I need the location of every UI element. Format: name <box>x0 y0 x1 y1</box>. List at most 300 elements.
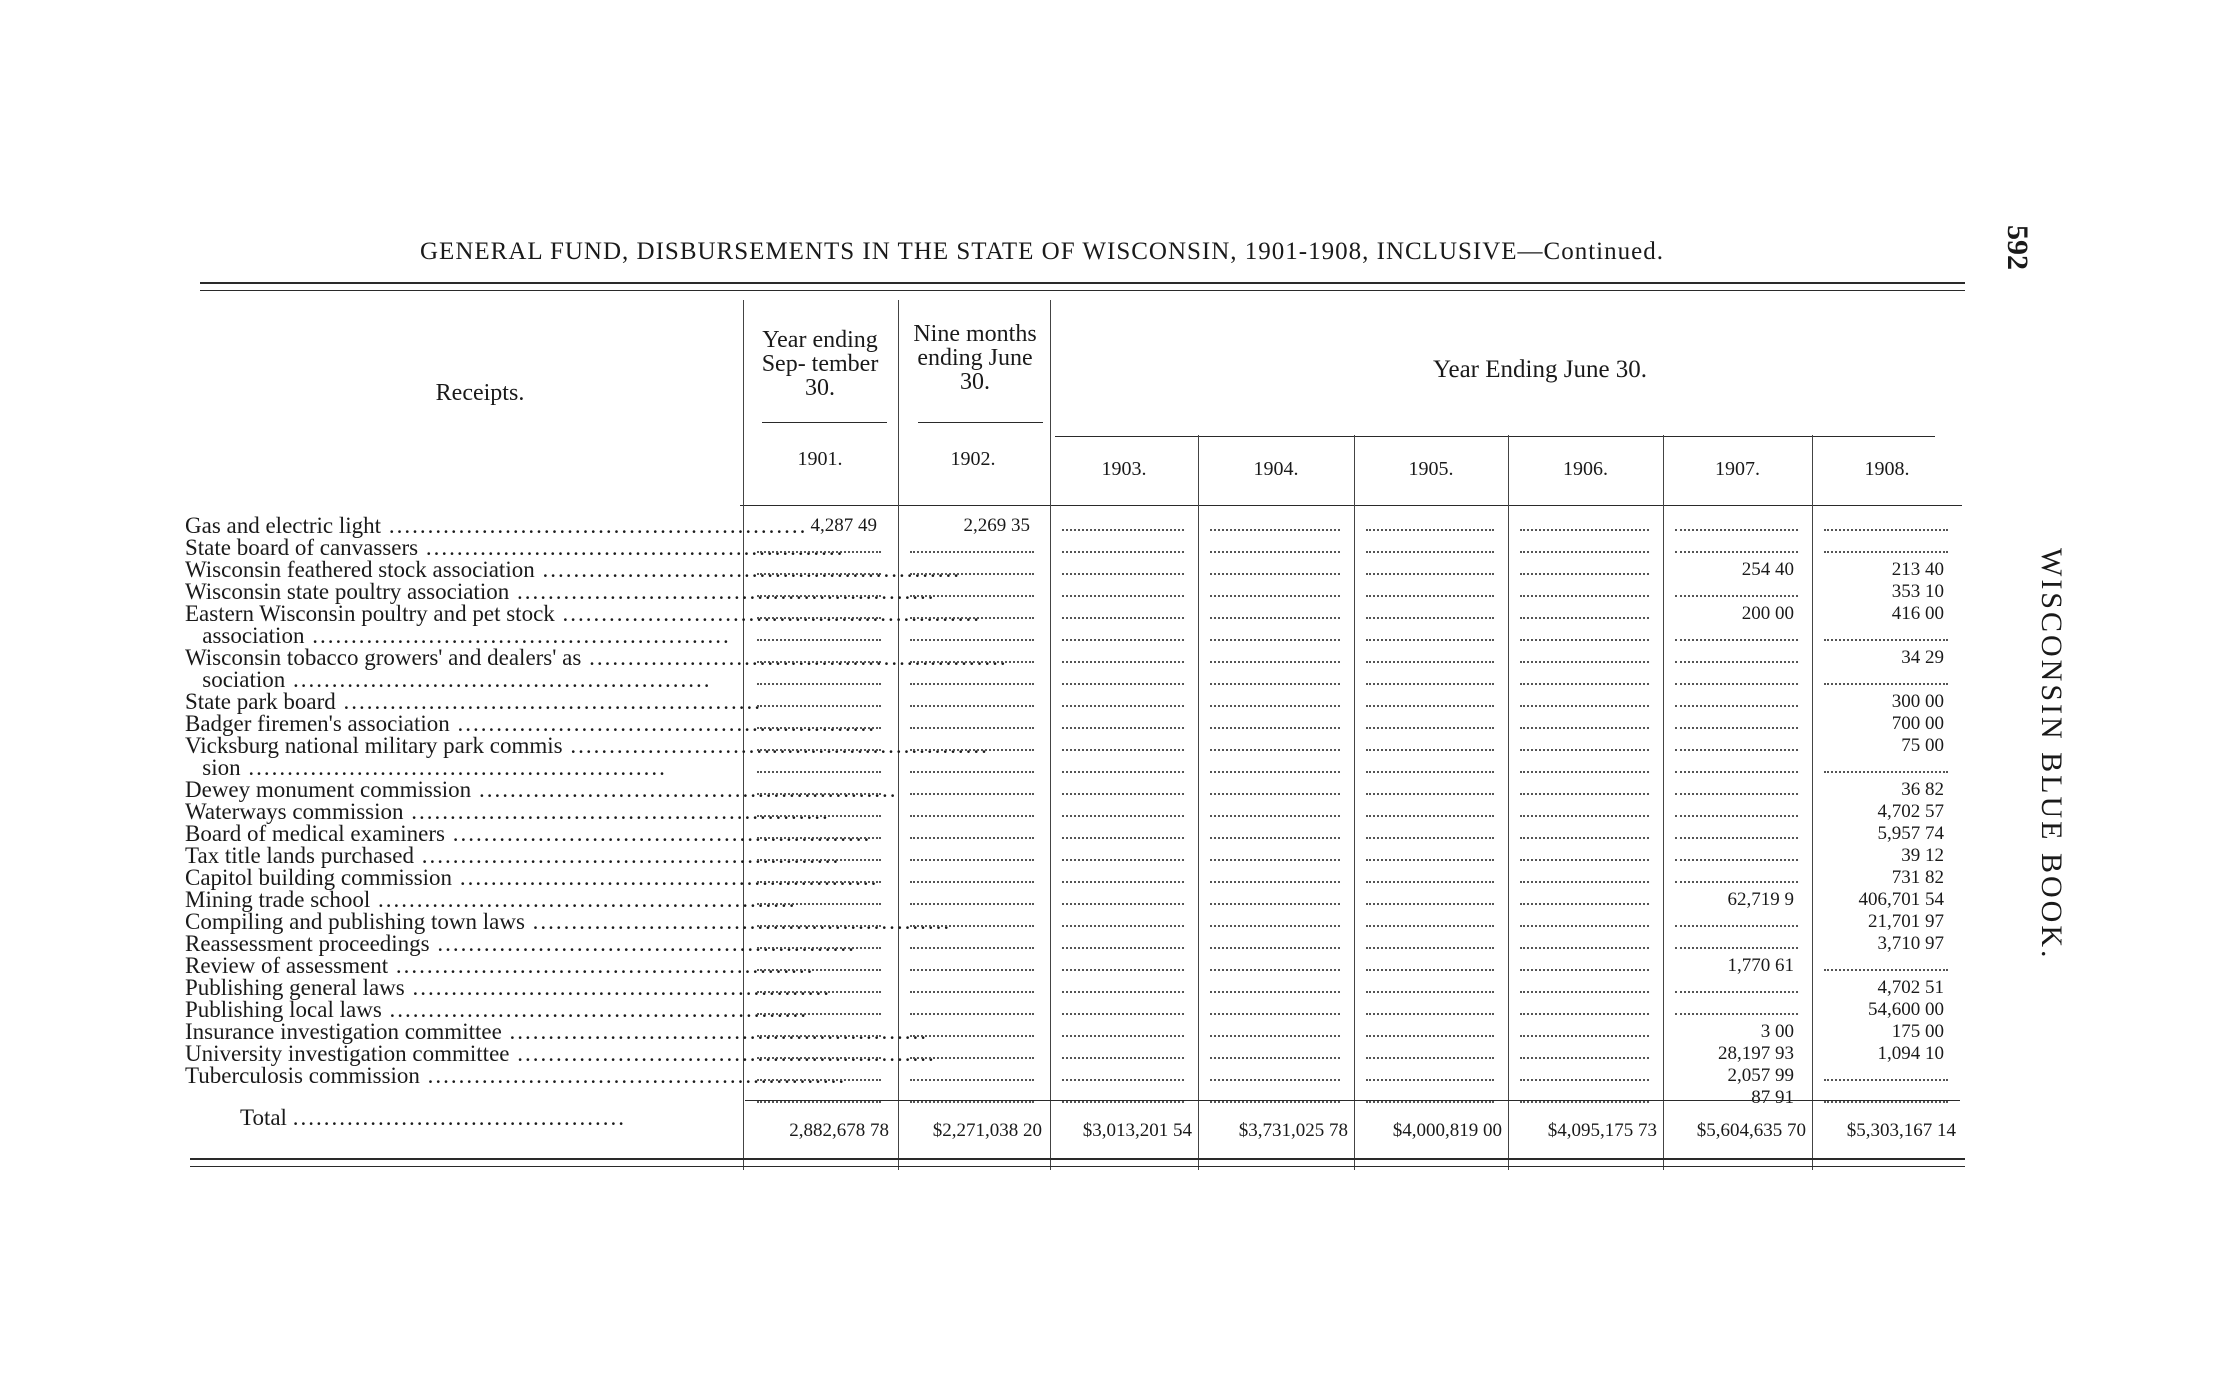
cell-leader <box>1366 969 1494 971</box>
row-leader: ...................................................... <box>524 909 952 934</box>
row-leader: ...................................................... <box>381 997 809 1022</box>
cell-leader <box>1210 551 1340 553</box>
cell-leader <box>1062 595 1184 597</box>
cell-leader <box>1520 639 1649 641</box>
cell-leader <box>1520 881 1649 883</box>
row-leader: ...................................................... <box>444 821 872 846</box>
cell-value: 39 12 <box>1901 845 1944 866</box>
cell-leader <box>1520 969 1649 971</box>
row-label-text: Gas and electric light <box>185 513 382 538</box>
cell-value: 1,094 10 <box>1877 1043 1944 1064</box>
cell-leader <box>1675 837 1798 839</box>
cell-leader <box>910 991 1034 993</box>
cell-leader <box>910 573 1034 575</box>
cell-leader <box>757 683 881 685</box>
cell-leader <box>1520 1035 1649 1037</box>
row-leader: ...................................................... <box>335 689 762 714</box>
cell-leader <box>1062 771 1184 773</box>
cell-leader <box>1210 1079 1340 1081</box>
cell-leader <box>1520 1079 1649 1081</box>
row-label <box>185 887 797 912</box>
cell-leader <box>757 881 881 883</box>
cell-leader <box>757 991 881 993</box>
cell-leader <box>1520 837 1649 839</box>
cell-leader <box>910 837 1034 839</box>
cell-leader <box>1824 529 1948 531</box>
group-underline <box>1055 436 1935 437</box>
cell-leader <box>1675 925 1798 927</box>
cell-leader <box>910 705 1034 707</box>
cell-leader <box>1520 1057 1649 1059</box>
cell-leader <box>757 749 881 751</box>
cell-leader <box>1210 793 1340 795</box>
cell-leader <box>1062 837 1184 839</box>
row-leader: ...................................................... <box>419 1063 847 1088</box>
row-label <box>185 997 809 1022</box>
cell-leader <box>1366 793 1494 795</box>
total-value: $4,095,175 73 <box>1547 1120 1657 1141</box>
cell-leader <box>1210 771 1340 773</box>
row-label <box>185 689 762 714</box>
cell-leader <box>1062 551 1184 553</box>
total-value: 2,882,678 78 <box>789 1120 889 1141</box>
row-leader: ...................................................... <box>403 799 830 824</box>
row-label-text: Eastern Wisconsin poultry and pet stock <box>185 601 555 626</box>
bottom-rule <box>190 1158 1965 1160</box>
cell-leader <box>1062 1035 1184 1037</box>
total-value: $3,013,201 54 <box>1082 1120 1192 1141</box>
cell-leader <box>1520 815 1649 817</box>
cell-leader <box>1366 529 1494 531</box>
top-rule-inner <box>200 290 1965 291</box>
cell-leader <box>757 705 881 707</box>
cell-leader <box>1062 1101 1184 1103</box>
cell-value: 21,701 97 <box>1868 911 1944 932</box>
total-rule <box>745 1100 1960 1101</box>
cell-leader <box>1210 529 1340 531</box>
row-leader: ...................................................... <box>452 865 879 890</box>
col-1901-underline <box>762 422 887 423</box>
cell-leader <box>1520 859 1649 861</box>
row-label-text: Compiling and publishing town laws <box>185 909 525 934</box>
cell-leader <box>1675 881 1798 883</box>
cell-leader <box>1675 991 1798 993</box>
cell-leader <box>1366 727 1494 729</box>
cell-leader <box>1062 573 1184 575</box>
cell-leader <box>1210 617 1340 619</box>
cell-leader <box>910 859 1034 861</box>
total-value: $5,604,635 70 <box>1696 1120 1806 1141</box>
cell-leader <box>1210 595 1340 597</box>
cell-leader <box>1062 705 1184 707</box>
cell-leader <box>1675 661 1798 663</box>
row-label <box>185 821 872 846</box>
cell-leader <box>757 1013 881 1015</box>
cell-leader <box>1210 837 1340 839</box>
year-header-0: 1901. <box>797 448 843 470</box>
top-rule <box>200 282 1965 284</box>
row-label <box>185 579 936 604</box>
cell-leader <box>1210 1101 1340 1103</box>
cell-value: 3 00 <box>1760 1021 1794 1042</box>
cell-leader <box>1210 639 1340 641</box>
row-label-text: Reassessment proceedings <box>185 931 430 956</box>
cell-value: 2,269 35 <box>963 515 1030 536</box>
cell-leader <box>910 1057 1034 1059</box>
cell-leader <box>910 793 1034 795</box>
cell-leader <box>1062 749 1184 751</box>
row-leader: ...................................................... <box>562 733 989 758</box>
row-label <box>185 777 898 802</box>
cell-leader <box>910 683 1034 685</box>
cell-leader <box>1366 1035 1494 1037</box>
cell-leader <box>910 749 1034 751</box>
row-leader: ...................................................... <box>370 887 797 912</box>
running-head: WISCONSIN BLUE BOOK. <box>2035 548 2068 961</box>
cell-leader <box>1824 551 1948 553</box>
total-value: $5,303,167 14 <box>1846 1120 1956 1141</box>
cell-leader <box>910 1013 1034 1015</box>
cell-value: 34 29 <box>1901 647 1944 668</box>
cell-leader <box>1210 683 1340 685</box>
row-label <box>185 843 841 868</box>
cell-leader <box>1520 991 1649 993</box>
total-value: $3,731,025 78 <box>1238 1120 1348 1141</box>
page-title: GENERAL FUND, DISBURSEMENTS IN THE STATE OF WISCONSIN, 1901-1908, INCLUSIVE—Continued. <box>420 238 1664 265</box>
cell-value: 4,702 57 <box>1877 801 1944 822</box>
cell-leader <box>1062 793 1184 795</box>
cell-leader <box>757 727 881 729</box>
cell-leader <box>1366 1101 1494 1103</box>
cell-leader <box>1210 881 1340 883</box>
cell-value: 4,702 51 <box>1877 977 1944 998</box>
vline-3 <box>1050 300 1051 1170</box>
cell-value: 353 10 <box>1891 581 1944 602</box>
row-leader: ...................................................... <box>471 777 898 802</box>
cell-leader <box>910 1101 1034 1103</box>
cell-leader <box>1062 969 1184 971</box>
row-label-text: Tuberculosis commission <box>185 1063 420 1088</box>
cell-leader <box>1210 859 1340 861</box>
cell-leader <box>1366 683 1494 685</box>
row-leader: ...................................................... <box>554 601 982 626</box>
cell-value: 1,770 61 <box>1727 955 1794 976</box>
cell-leader <box>1062 859 1184 861</box>
row-label-text: Waterways commission <box>185 799 404 824</box>
cell-leader <box>1210 947 1340 949</box>
cell-leader <box>757 859 881 861</box>
cell-leader <box>1675 947 1798 949</box>
cell-value: 416 00 <box>1891 603 1944 624</box>
cell-leader <box>1520 705 1649 707</box>
bottom-rule-inner <box>190 1166 1965 1167</box>
cell-leader <box>757 947 881 949</box>
cell-leader <box>1675 815 1798 817</box>
cell-leader <box>1062 1013 1184 1015</box>
row-leader: ...................................................... <box>534 557 961 582</box>
cell-leader <box>910 1035 1034 1037</box>
year-header-4: 1905. <box>1408 458 1454 480</box>
cell-leader <box>910 551 1034 553</box>
cell-leader <box>757 771 881 773</box>
cell-value: 75 00 <box>1901 735 1944 756</box>
cell-value: 5,957 74 <box>1877 823 1944 844</box>
cell-value: 36 82 <box>1901 779 1944 800</box>
cell-leader <box>1366 1013 1494 1015</box>
cell-leader <box>1366 837 1494 839</box>
row-label-text: State park board <box>185 689 336 714</box>
cell-leader <box>1062 683 1184 685</box>
cell-leader <box>757 1035 881 1037</box>
row-leader: ...................................................... <box>509 579 936 604</box>
cell-leader <box>910 903 1034 905</box>
cell-leader <box>1210 1057 1340 1059</box>
cell-leader <box>757 1079 881 1081</box>
cell-leader <box>1210 903 1340 905</box>
cell-value: 54,600 00 <box>1868 999 1944 1020</box>
cell-leader <box>910 1079 1034 1081</box>
cell-leader <box>1210 1013 1340 1015</box>
total-value: $2,271,038 20 <box>932 1120 1042 1141</box>
row-leader: ...................................................... <box>240 755 667 780</box>
row-label-text: Board of medical examiners <box>185 821 445 846</box>
row-label-text: sion <box>185 755 241 780</box>
row-label <box>185 909 952 934</box>
cell-leader <box>1062 617 1184 619</box>
cell-value: 28,197 93 <box>1718 1043 1794 1064</box>
row-leader: ...................................................... <box>449 711 876 736</box>
cell-value: 700 00 <box>1891 713 1944 734</box>
cell-leader <box>1520 551 1649 553</box>
row-label <box>185 1041 936 1066</box>
cell-leader <box>1366 749 1494 751</box>
cell-leader <box>1675 1013 1798 1015</box>
row-leader: ...................................................... <box>501 1019 929 1044</box>
cell-leader <box>1675 683 1798 685</box>
year-header-5: 1906. <box>1563 458 1608 480</box>
row-leader: ...................................................... <box>285 667 712 692</box>
cell-leader <box>1675 529 1798 531</box>
cell-leader <box>1520 925 1649 927</box>
row-label-text: Insurance investigation committee <box>185 1019 502 1044</box>
cell-leader <box>757 595 881 597</box>
cell-leader <box>1520 617 1649 619</box>
row-label-text: Wisconsin tobacco growers' and dealers' as <box>185 645 582 670</box>
row-label <box>185 1063 847 1088</box>
cell-leader <box>1062 1079 1184 1081</box>
row-label-text: State board of canvassers <box>185 535 419 560</box>
cell-leader <box>757 815 881 817</box>
cell-value: 62,719 9 <box>1727 889 1794 910</box>
cell-leader <box>757 793 881 795</box>
cell-leader <box>1366 881 1494 883</box>
cell-leader <box>1675 749 1798 751</box>
cell-leader <box>1824 639 1948 641</box>
cell-value: 2,057 99 <box>1727 1065 1794 1086</box>
cell-leader <box>757 837 881 839</box>
row-label <box>185 711 876 736</box>
year-header-3: 1904. <box>1253 458 1299 480</box>
cell-value: 731 82 <box>1891 867 1944 888</box>
cell-leader <box>1210 749 1340 751</box>
cell-leader <box>757 969 881 971</box>
year-ending-header: Year Ending June 30. <box>1432 356 1648 383</box>
col-1902-underline <box>918 422 1043 423</box>
cell-leader <box>1062 1057 1184 1059</box>
row-label-text: Capitol building commission <box>185 865 453 890</box>
cell-leader <box>1062 815 1184 817</box>
cell-leader <box>1520 903 1649 905</box>
row-label-text: Badger firemen's association <box>185 711 450 736</box>
cell-leader <box>757 639 881 641</box>
cell-leader <box>1520 683 1649 685</box>
row-label <box>185 513 808 538</box>
cell-leader <box>1675 771 1798 773</box>
cell-leader <box>1824 1101 1948 1103</box>
row-label-text: Review of assessment <box>185 953 389 978</box>
cell-leader <box>757 661 881 663</box>
cell-value: 3,710 97 <box>1877 933 1944 954</box>
cell-leader <box>1366 947 1494 949</box>
cell-leader <box>1062 639 1184 641</box>
page-number: 592 <box>2001 225 2034 270</box>
row-label-text: Wisconsin feathered stock association <box>185 557 535 582</box>
cell-leader <box>1062 925 1184 927</box>
cell-leader <box>1675 793 1798 795</box>
cell-leader <box>910 969 1034 971</box>
cell-value: 87 91 <box>1751 1087 1794 1108</box>
row-label <box>185 557 961 582</box>
cell-leader <box>910 881 1034 883</box>
row-label <box>185 733 989 758</box>
cell-leader <box>1366 991 1494 993</box>
cell-leader <box>1366 573 1494 575</box>
cell-leader <box>1824 1079 1948 1081</box>
cell-leader <box>1062 881 1184 883</box>
row-label <box>185 975 831 1000</box>
cell-value: 200 00 <box>1741 603 1794 624</box>
cell-leader <box>910 639 1034 641</box>
cell-leader <box>1675 705 1798 707</box>
cell-leader <box>1824 683 1948 685</box>
cell-leader <box>1675 595 1798 597</box>
cell-leader <box>1520 947 1649 949</box>
cell-leader <box>1210 969 1340 971</box>
cell-leader <box>757 925 881 927</box>
cell-leader <box>1366 617 1494 619</box>
row-label <box>185 535 845 560</box>
cell-leader <box>1520 573 1649 575</box>
cell-leader <box>757 1057 881 1059</box>
cell-leader <box>1062 947 1184 949</box>
cell-leader <box>1520 1013 1649 1015</box>
year-header-1: 1902. <box>950 448 996 470</box>
cell-leader <box>1520 529 1649 531</box>
row-leader: ...................................................... <box>509 1041 936 1066</box>
row-leader: ...................................................... <box>418 535 845 560</box>
cell-leader <box>1366 859 1494 861</box>
cell-leader <box>1824 969 1948 971</box>
row-label-text: sociation <box>185 667 286 692</box>
col-1902-header: Nine months ending June 30. <box>913 321 1037 395</box>
row-label <box>185 625 735 647</box>
cell-leader <box>1062 529 1184 531</box>
cell-leader <box>757 1101 881 1103</box>
cell-leader <box>1210 705 1340 707</box>
row-leader: ...................................................... <box>404 975 831 1000</box>
cell-leader <box>1210 727 1340 729</box>
cell-leader <box>1520 771 1649 773</box>
row-label-text: Tax title lands purchased <box>185 843 414 868</box>
year-header-6: 1907. <box>1715 458 1760 480</box>
cell-leader <box>1520 595 1649 597</box>
cell-leader <box>910 815 1034 817</box>
cell-leader <box>1210 925 1340 927</box>
cell-value: 406,701 54 <box>1858 889 1944 910</box>
cell-leader <box>1520 793 1649 795</box>
cell-leader <box>1366 925 1494 927</box>
row-label <box>185 669 735 691</box>
row-label-text: Vicksburg national military park commis <box>185 733 563 758</box>
year-header-7: 1908. <box>1864 458 1910 480</box>
cell-leader <box>1210 991 1340 993</box>
cell-leader <box>910 947 1034 949</box>
row-label-text: Publishing local laws <box>185 997 382 1022</box>
row-label-text: Publishing general laws <box>185 975 405 1000</box>
row-leader: ...................................................... <box>413 843 841 868</box>
vline-5 <box>1354 435 1355 1170</box>
cell-value: 300 00 <box>1891 691 1944 712</box>
year-header-2: 1903. <box>1101 458 1147 480</box>
row-leader: ...................................................... <box>304 623 731 648</box>
header-bottom-rule <box>740 505 1962 506</box>
row-leader: ...................................................... <box>388 953 815 978</box>
cell-leader <box>757 551 881 553</box>
row-label <box>185 1019 929 1044</box>
cell-leader <box>1366 903 1494 905</box>
row-label-text: University investigation committee <box>185 1041 510 1066</box>
cell-leader <box>1062 903 1184 905</box>
cell-leader <box>1520 727 1649 729</box>
cell-leader <box>1366 661 1494 663</box>
row-label <box>185 757 735 779</box>
total-label: Total ........................................... <box>240 1105 626 1130</box>
cell-value: 175 00 <box>1891 1021 1944 1042</box>
row-label <box>185 953 815 978</box>
cell-leader <box>1520 661 1649 663</box>
cell-leader <box>1675 639 1798 641</box>
row-label <box>185 931 856 956</box>
cell-leader <box>1210 1035 1340 1037</box>
cell-leader <box>910 661 1034 663</box>
row-label <box>185 601 982 626</box>
cell-value: 4,287 49 <box>810 515 877 536</box>
cell-leader <box>1062 991 1184 993</box>
col-1901-header: Year ending Sep- tember 30. <box>761 327 879 401</box>
cell-leader <box>1675 551 1798 553</box>
cell-leader <box>910 617 1034 619</box>
row-label-text: Mining trade school <box>185 887 371 912</box>
cell-leader <box>910 925 1034 927</box>
cell-leader <box>1210 573 1340 575</box>
cell-leader <box>757 903 881 905</box>
cell-value: 213 40 <box>1891 559 1944 580</box>
row-label <box>185 645 1008 670</box>
row-leader: ...................................................... <box>581 645 1008 670</box>
cell-leader <box>1520 749 1649 751</box>
row-label <box>185 865 879 890</box>
cell-value: 254 40 <box>1741 559 1794 580</box>
